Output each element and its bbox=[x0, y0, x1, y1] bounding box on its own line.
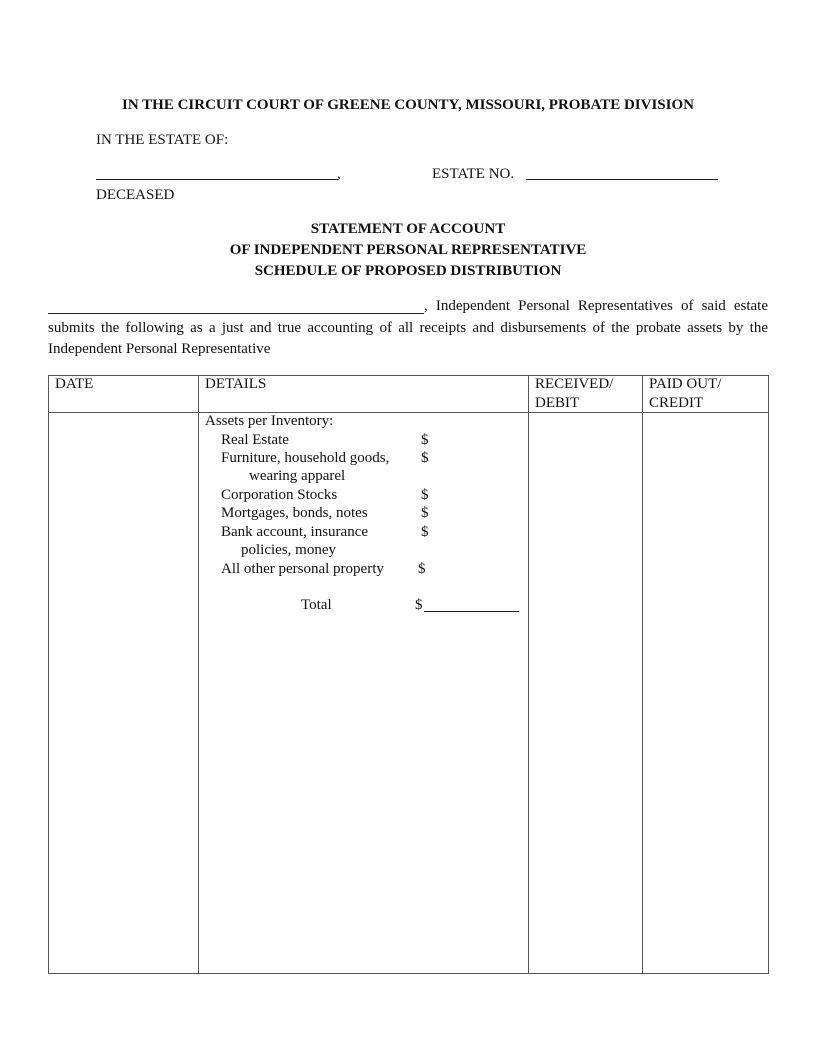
currency: $ bbox=[421, 505, 429, 521]
name-comma: , bbox=[337, 166, 341, 182]
heading-schedule: SCHEDULE OF PROPOSED DISTRIBUTION bbox=[254, 263, 562, 279]
item-stocks: Corporation Stocks bbox=[221, 487, 338, 503]
total-currency: $ bbox=[415, 597, 423, 613]
court-title: IN THE CIRCUIT COURT OF GREENE COUNTY, MISSOURI, PROBATE DIVISION bbox=[122, 97, 694, 113]
estate-no-field[interactable] bbox=[526, 179, 718, 180]
decedent-name-field[interactable] bbox=[96, 179, 338, 180]
header-credit: CREDIT bbox=[649, 395, 704, 411]
representative-name-field[interactable] bbox=[48, 313, 424, 314]
item-mortgages: Mortgages, bonds, notes bbox=[221, 505, 368, 521]
item-real-estate: Real Estate bbox=[221, 432, 289, 448]
paragraph-line-2: submits the following as a just and true accounting of all receipts and disbursements of the probate assets by the bbox=[48, 320, 768, 336]
deceased-label: DECEASED bbox=[96, 187, 175, 203]
heading-representative: OF INDEPENDENT PERSONAL REPRESENTATIVE bbox=[229, 242, 587, 258]
header-received: RECEIVED/ bbox=[535, 376, 614, 392]
header-date: DATE bbox=[55, 376, 94, 392]
currency: $ bbox=[421, 432, 429, 448]
assets-heading: Assets per Inventory: bbox=[205, 413, 334, 429]
heading-statement: STATEMENT OF ACCOUNT bbox=[310, 221, 506, 237]
item-bank-cont: policies, money bbox=[241, 542, 336, 558]
item-bank: Bank account, insurance bbox=[221, 524, 369, 540]
paragraph-line-3: Independent Personal Representative bbox=[48, 341, 271, 357]
currency: $ bbox=[421, 450, 429, 466]
header-paid-out: PAID OUT/ bbox=[649, 376, 722, 392]
currency: $ bbox=[421, 487, 429, 503]
item-furniture: Furniture, household goods, bbox=[221, 450, 390, 466]
currency: $ bbox=[421, 524, 429, 540]
total-label: Total bbox=[301, 597, 332, 613]
item-other-property: All other personal property bbox=[221, 561, 384, 577]
estate-of-label: IN THE ESTATE OF: bbox=[96, 132, 229, 148]
currency: $ bbox=[418, 561, 426, 577]
paragraph-line-1: , Independent Personal Representatives of said estate bbox=[424, 298, 768, 314]
item-furniture-cont: wearing apparel bbox=[249, 468, 346, 484]
total-field[interactable] bbox=[424, 611, 519, 612]
header-debit: DEBIT bbox=[535, 395, 580, 411]
estate-no-label: ESTATE NO. bbox=[432, 166, 515, 182]
header-details: DETAILS bbox=[205, 376, 267, 392]
